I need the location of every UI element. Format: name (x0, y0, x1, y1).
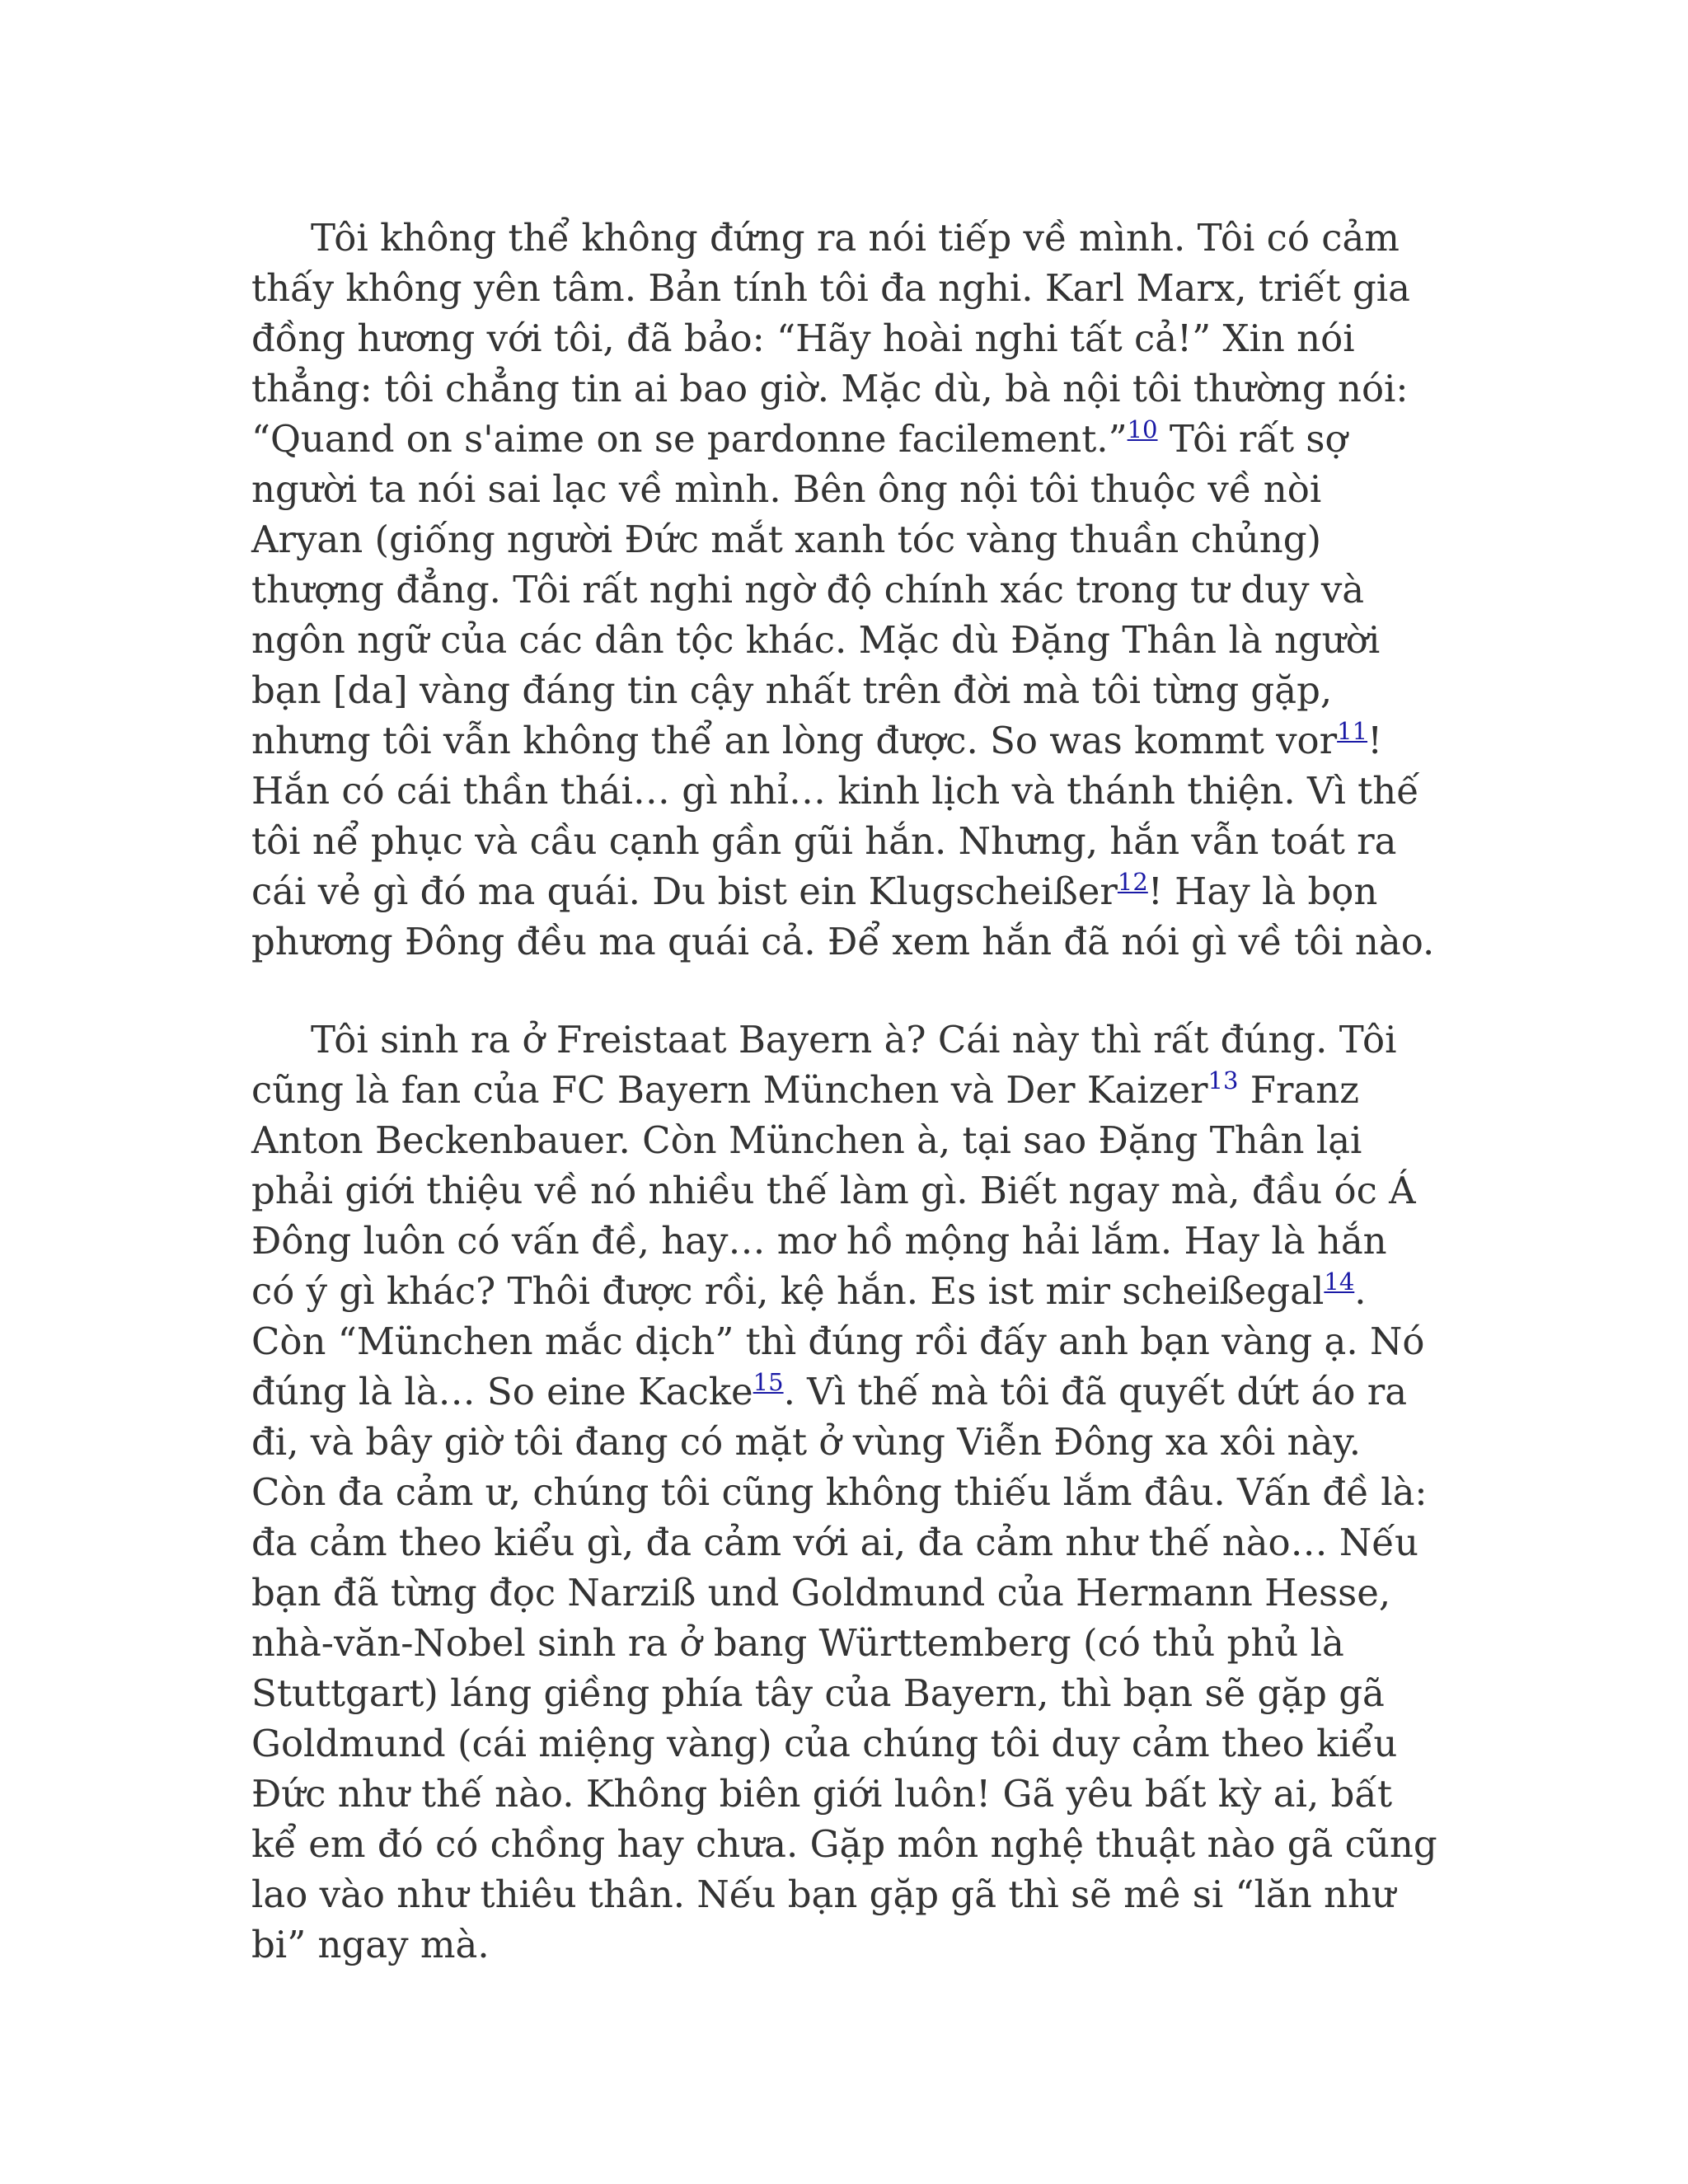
paragraph-text: Tôi không thể không đứng ra nói tiếp về mình. Tôi có cảm thấy không yên tâm. Bản tính tôi đa nghi. Karl Marx, triết gia đồng hương với tôi, đã bảo: “Hãy hoài nghi tất cả!” Xin nói thẳng: tôi chẳng tin ai bao giờ. Mặc dù, bà nội tôi thường nói: “Quand on s'aime on se pardonne facilement.” (251, 216, 1410, 461)
paragraph-2 (251, 1015, 1438, 1970)
paragraph-text: Tôi sinh ra ở Freistaat Bayern à? Cái này thì rất đúng. Tôi cũng là fan của FC Bayern München và Der Kaizer (251, 1018, 1397, 1112)
document-page (251, 213, 1438, 2018)
paragraph-text: ! Hay là bọn phương Đông đều ma quái cả. Để xem hắn đã nói gì về tôi nào. (251, 869, 1435, 963)
footnote-link-11[interactable]: 11 (1337, 717, 1368, 745)
footnote-link-12[interactable]: 12 (1117, 868, 1148, 896)
footnote-link-15[interactable]: 15 (753, 1368, 784, 1396)
footnote-link-13[interactable]: 13 (1207, 1066, 1239, 1094)
paragraph-text: . Còn “München mắc dịch” thì đúng rồi đấy anh bạn vàng ạ. Nó đúng là là… So eine Kacke (251, 1269, 1425, 1413)
paragraph-1 (251, 213, 1438, 967)
footnote-link-10[interactable]: 10 (1127, 415, 1158, 443)
paragraph-text: . Vì thế mà tôi đã quyết dứt áo ra đi, và bây giờ tôi đang có mặt ở vùng Viễn Đông xa xôi này. Còn đa cảm ư, chúng tôi cũng không thiếu lắm đâu. Vấn đề là: đa cảm theo kiểu gì, đa cảm với ai, đa cảm như thế nào… Nếu bạn đã từng đọc Narziß und Goldmund của Hermann Hesse, nhà-văn-Nobel sinh ra ở bang Württemberg (có thủ phủ là Stuttgart) láng giềng phía tây của Bayern, thì bạn sẽ gặp gã Goldmund (cái miệng vàng) của chúng tôi duy cảm theo kiểu Đức như thế nào. Không biên giới luôn! Gã yêu bất kỳ ai, bất kể em đó có chồng hay chưa. Gặp môn nghệ thuật nào gã cũng lao vào như thiêu thân. Nếu bạn gặp gã thì sẽ mê si “lăn như bi” ngay mà. (251, 1370, 1437, 1966)
paragraph-text: ! Hắn có cái thần thái… gì nhỉ… kinh lịch và thánh thiện. Vì thế tôi nể phục và cầu cạnh gần gũi hắn. Nhưng, hắn vẫn toát ra cái vẻ gì đó ma quái. Du bist ein Klugscheißer (251, 719, 1419, 913)
footnote-link-14[interactable]: 14 (1324, 1268, 1355, 1296)
paragraph-text: Tôi rất sợ người ta nói sai lạc về mình. Bên ông nội tôi thuộc về nòi Aryan (giống người Đức mắt xanh tóc vàng thuần chủng) thượng đẳng. Tôi rất nghi ngờ độ chính xác trong tư duy và ngôn ngữ của các dân tộc khác. Mặc dù Đặng Thân là người bạn [da] vàng đáng tin cậy nhất trên đời mà tôi từng gặp, nhưng tôi vẫn không thể an lòng được. So was kommt vor (251, 417, 1381, 762)
paragraph-text: Franz Anton Beckenbauer. Còn München à, tại sao Đặng Thân lại phải giới thiệu về nó nhiều thế làm gì. Biết ngay mà, đầu óc Á Đông luôn có vấn đề, hay… mơ hồ mộng hải lắm. Hay là hắn có ý gì khác? Thôi được rồi, kệ hắn. Es ist mir scheißegal (251, 1068, 1416, 1313)
